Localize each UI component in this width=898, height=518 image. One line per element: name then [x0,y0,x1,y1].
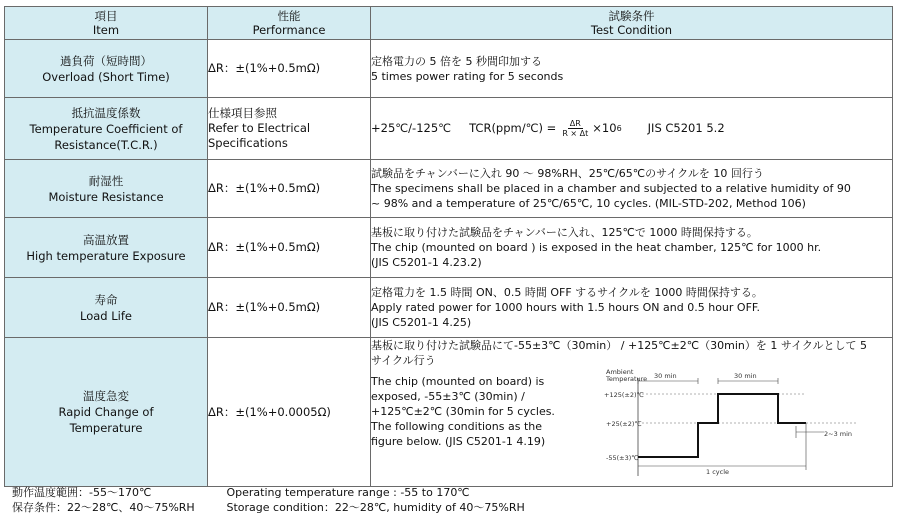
rapid-change-text [371,368,566,486]
header-item [5,7,208,40]
condition-jp: 基板に取り付けた試験品をチャンバーに入れ、125℃で 1000 時間保持する。 [371,226,758,239]
performance-cell [208,98,371,160]
footer-operating [12,486,470,500]
performance-value: ΔR：±(1%+0.5mΩ) [208,300,321,314]
condition-en: exposed, -55±3℃ (30min) / [371,390,525,403]
storage-condition-en: Storage condition：22～28℃, humidity of 40～75%RH [226,501,525,514]
item-cell [5,218,208,278]
graph-temperature-profile [638,394,806,457]
item-en: Overload (Short Time) [42,69,170,84]
tcr-label: TCR(ppm/℃) = [469,121,557,135]
graph-transit-label: 2~3 min [824,430,853,438]
item-cell [5,98,208,160]
table-row [5,278,893,338]
tcr-formula [371,119,892,138]
item-jp: 温度急変 [83,389,129,403]
condition-cell [371,40,893,98]
item-en: Resistance(T.C.R.) [54,137,158,152]
table-row [5,218,893,278]
item-jp: 高温放置 [83,232,129,247]
header-perf-jp: 性能 [277,9,301,23]
performance-cell [208,160,371,218]
condition-en: ~ 98% and a temperature of 25℃/65℃, 10 cycles. (MIL-STD-202, Method 106) [371,197,806,210]
condition-en: The chip (mounted on board) is [371,375,545,388]
header-item-jp: 項目 [94,9,118,23]
condition-cell [371,338,893,487]
condition-en: Apply rated power for 1000 hours with 1.5 hours ON and 0.5 hour OFF. [371,301,760,314]
header-performance [208,7,371,40]
performance-en: Refer to Electrical [208,121,311,135]
tcr-fraction [560,119,590,138]
item-en: Rapid Change of [58,405,154,419]
graph-duration-1: 30 min [654,372,677,380]
graph-cycle-label: 1 cycle [706,468,730,476]
condition-jp: 試験品をチャンバーに入れ 90 ～ 98%RH、25℃/65℃のサイクルを 10 回行う [371,167,764,180]
table-row [5,98,893,160]
header-row [5,7,893,40]
fraction-numerator: ΔR [569,119,581,128]
item-en: High temperature Exposure [26,248,186,263]
performance-en: Specifications [208,136,288,150]
graph-ylabel-1: Ambient [606,368,634,376]
item-cell [5,40,208,98]
graph-duration-2: 30 min [734,372,757,380]
performance-value: ΔR：±(1%+0.5mΩ) [208,240,321,254]
condition-cell [371,160,893,218]
item-en: Temperature [69,421,143,435]
condition-en: The following conditions as the [371,420,543,433]
performance-value: ΔR：±(1%+0.5mΩ) [208,61,321,75]
performance-value: ΔR：±(1%+0.5mΩ) [208,181,321,195]
performance-cell [208,278,371,338]
graph-y-mid: +25(±2)℃ [606,420,642,428]
header-cond-jp: 試験条件 [608,9,655,23]
tcr-temperature: +25℃/-125℃ [371,121,452,135]
tcr-multiplier: ×10 [592,121,617,135]
storage-condition-jp: 保存条件：22～28℃、40～75%RH [12,501,195,514]
item-cell [5,160,208,218]
item-en: Moisture Resistance [48,189,164,204]
header-perf-en: Performance [252,23,326,37]
operating-range-jp: 動作温度範囲：-55～170℃ [12,486,152,499]
condition-jp: 基板に取り付けた試験品にて-55±3℃（30min） / +125℃±2℃（30min）を 1 サイクルとして 5 [371,339,868,352]
fraction-denominator: R × Δt [562,129,589,138]
item-jp: 寿命 [94,292,118,307]
performance-value: ΔR：±(1%+0.0005Ω) [208,404,331,419]
footer-storage [12,501,525,515]
header-item-en: Item [92,23,120,37]
table-row [5,338,893,487]
table-row [5,40,893,98]
graph-y-low: -55(±3)℃ [606,454,639,462]
graph-y-high: +125(±2)℃ [604,391,644,399]
item-en: Load Life [80,308,132,323]
condition-jp: 定格電力の 5 倍を 5 秒間印加する [371,54,542,68]
item-en: Temperature Coefficient of [29,121,183,136]
condition-cell [371,98,893,160]
table-row [5,160,893,218]
condition-en: 5 times power rating for 5 seconds [371,69,564,83]
header-condition [371,7,893,40]
condition-en: +125℃±2℃ (30min for 5 cycles. [371,405,555,418]
performance-jp: 仕様項目参照 [208,106,277,120]
condition-en: (JIS C5201-1 4.23.2) [371,256,482,269]
condition-en: The chip (mounted on board ) is exposed in the heat chamber, 125℃ for 1000 hr. [371,241,822,254]
tcr-standard: JIS C5201 5.2 [647,121,725,135]
condition-cell [371,278,893,338]
item-cell [5,338,208,487]
item-jp: 過負荷（短時間） [60,53,152,68]
item-jp: 耐湿性 [88,173,124,188]
condition-jp: サイクル行う [371,354,436,367]
test-spec-table [4,6,893,487]
performance-cell [208,338,371,487]
performance-cell [208,218,371,278]
graph-ylabel-2: Temperature [606,375,648,383]
performance-cell [208,40,371,98]
rapid-change-body [371,368,892,486]
condition-en: (JIS C5201-1 4.25) [371,316,472,329]
condition-jp: 定格電力を 1.5 時間 ON、0.5 時間 OFF するサイクルを 1000 時間保持する。 [371,286,763,299]
item-jp: 抵抗温度係数 [71,105,141,120]
condition-en: The specimens shall be placed in a chamber and subjected to a relative humidity of 90 [371,182,851,195]
condition-cell [371,218,893,278]
condition-en: figure below. (JIS C5201-1 4.19) [371,435,546,448]
tcr-exponent: 6 [616,124,622,133]
item-cell [5,278,208,338]
temperature-cycle-graph [566,368,866,486]
operating-range-en: Operating temperature range : -55 to 170℃ [226,486,470,499]
header-cond-en: Test Condition [590,23,673,37]
